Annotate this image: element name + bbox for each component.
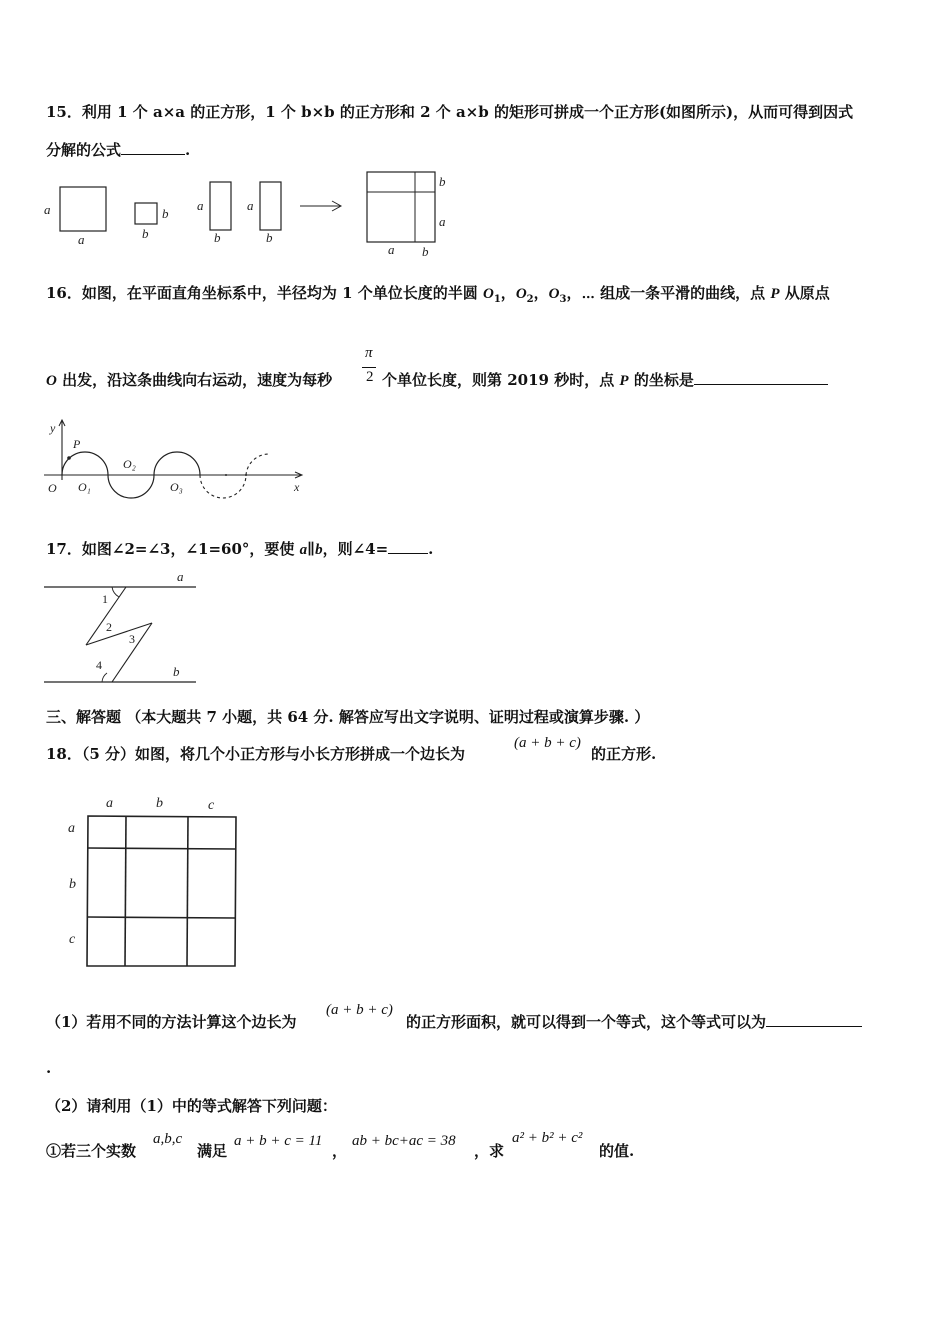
label-a-left: a: [44, 202, 51, 217]
q17-a: a: [299, 542, 308, 558]
origin-O: O: [48, 481, 57, 495]
q16-frac-den: 2: [366, 369, 374, 385]
label-a-big-b: a: [388, 242, 395, 257]
label-b-rect1: b: [214, 230, 221, 245]
q16-line1-post: ，⋯ 组成一条平滑的曲线，点: [566, 284, 771, 302]
q16-o2: O: [515, 286, 527, 302]
q15-blank[interactable]: [121, 140, 185, 155]
label-O3: O₃: [170, 480, 183, 494]
q16-o3-sub: 3: [559, 294, 567, 305]
q16-line2-b: 个单位长度，则第 2019 秒时，点: [382, 371, 620, 389]
label-b-big-b: b: [422, 244, 429, 259]
p3-vars: a,b,c: [153, 1131, 183, 1147]
p2-text: （2）请利用（1）中的等式解答下列问题：: [46, 1097, 337, 1115]
angle-4: 4: [96, 658, 102, 672]
q15-line2-text: 分解的公式: [46, 141, 122, 159]
left-c: c: [69, 932, 76, 947]
q16-line2-rest: [382, 370, 828, 391]
q16-line1-end: 从原点: [779, 284, 830, 302]
label-b-rect2: b: [266, 230, 273, 245]
q15-line2: [46, 140, 190, 160]
q17-par: ∥: [307, 540, 316, 558]
q17-post: ，则∠4=: [322, 540, 389, 558]
p1-post: 的正方形面积，就可以得到一个等式，这个等式可以为: [406, 1013, 767, 1031]
q17-text: [46, 539, 433, 560]
q16-line2-p: P: [619, 373, 629, 389]
rect-ab-1: [210, 182, 231, 230]
p3-mid1: 满足: [197, 1142, 228, 1160]
q17-figure: [40, 565, 205, 690]
q18-pre: 18．（5 分）如图，将几个小正方形与小长方形拼成一个边长为: [46, 745, 466, 763]
top-b: b: [156, 796, 163, 811]
label-b-big-r: b: [439, 174, 446, 189]
curve-dashed: [200, 454, 268, 498]
p1-expr: (a + b + c): [326, 1002, 393, 1018]
left-a: a: [68, 821, 75, 836]
q18-expr: (a + b + c): [514, 735, 581, 751]
label-O1: O₁: [78, 480, 91, 494]
label-a: a: [177, 569, 184, 584]
q17-end: .: [428, 540, 434, 558]
label-a-rect1: a: [197, 198, 204, 213]
rect-ab-2: [260, 182, 281, 230]
angle-2: 2: [106, 620, 112, 634]
q16-line1-pre: 16．如图，在平面直角坐标系中，半径均为 1 个单位长度的半圆: [46, 284, 483, 302]
q16-o2-sub: 2: [526, 294, 534, 305]
p3-mid2: ，求: [474, 1142, 505, 1160]
p3-comma: ，: [332, 1142, 348, 1160]
square-a: [60, 187, 106, 231]
top-c: c: [208, 798, 215, 813]
q18-post: 的正方形.: [591, 745, 657, 763]
p3-post: 的值.: [599, 1142, 635, 1160]
q18-figure: [62, 790, 247, 975]
label-b: b: [173, 664, 180, 679]
p3-pre: ①若三个实数: [46, 1142, 137, 1160]
p3-eq2: ab + bc+ac = 38: [352, 1133, 456, 1149]
p1-dot: .: [46, 1059, 52, 1077]
grid-outer: [87, 816, 236, 966]
point-P: P: [73, 437, 81, 451]
q16-blank[interactable]: [694, 370, 828, 385]
q16-o1-sub: 1: [493, 294, 501, 305]
q17-b: b: [315, 542, 323, 558]
q16-frac-num: π: [365, 345, 373, 361]
big-square: [367, 172, 435, 242]
label-a-big-r: a: [439, 214, 446, 229]
left-b: b: [69, 877, 76, 892]
label-b-right: b: [162, 206, 169, 221]
q16-figure: [40, 420, 310, 505]
label-b-bottom: b: [142, 226, 149, 241]
q16-o3: O: [548, 286, 560, 302]
p1-blank[interactable]: [766, 1012, 862, 1027]
q17-pre: 17．如图∠2=∠3，∠1=60°，要使: [46, 540, 300, 558]
label-O2: O₂: [123, 457, 136, 471]
q16-o1: O: [482, 286, 494, 302]
axis-x: x: [294, 480, 300, 494]
q16-line2-c: 的坐标是: [628, 371, 694, 389]
q16-p: P: [770, 286, 780, 302]
q16-frac-bar: [362, 367, 376, 368]
q16-line1: 16．如图，在平面直角坐标系中，半径均为 1 个单位长度的半圆 $O_1$，$O_2$，$O_3$，⋯ 组成一条平滑的曲线，点 P 从原点: [46, 284, 830, 305]
p3-eq3: a² + b² + c²: [512, 1130, 583, 1146]
q17-blank[interactable]: [388, 539, 428, 554]
p1-pre: （1）若用不同的方法计算这个边长为: [46, 1013, 297, 1031]
q16-line2-a: 出发，沿这条曲线向右运动，速度为每秒: [56, 371, 333, 389]
q16-line2: [46, 370, 332, 391]
p3-eq1: a + b + c = 11: [234, 1133, 323, 1149]
angle-1: 1: [102, 592, 108, 606]
q15-line1: 15．利用 1 个 a×a 的正方形，1 个 b×b 的正方形和 2 个 a×b 的矩形可拼成一个正方形(如图所示)，从而可得到因式: [46, 103, 854, 121]
q15-figure: [40, 168, 460, 263]
p1-post-line: [406, 1012, 862, 1032]
q15-end: .: [185, 141, 191, 159]
q16-line2-o: O: [46, 373, 57, 389]
axis-y: y: [50, 421, 56, 435]
top-a: a: [106, 796, 113, 811]
label-a-bottom: a: [78, 232, 85, 247]
section-3-heading: 三、解答题 （本大题共 7 小题，共 64 分. 解答应写出文字说明、证明过程或演算步骤. ）: [46, 708, 650, 726]
square-b: [135, 203, 157, 224]
angle-3: 3: [129, 632, 135, 646]
label-a-rect2: a: [247, 198, 254, 213]
